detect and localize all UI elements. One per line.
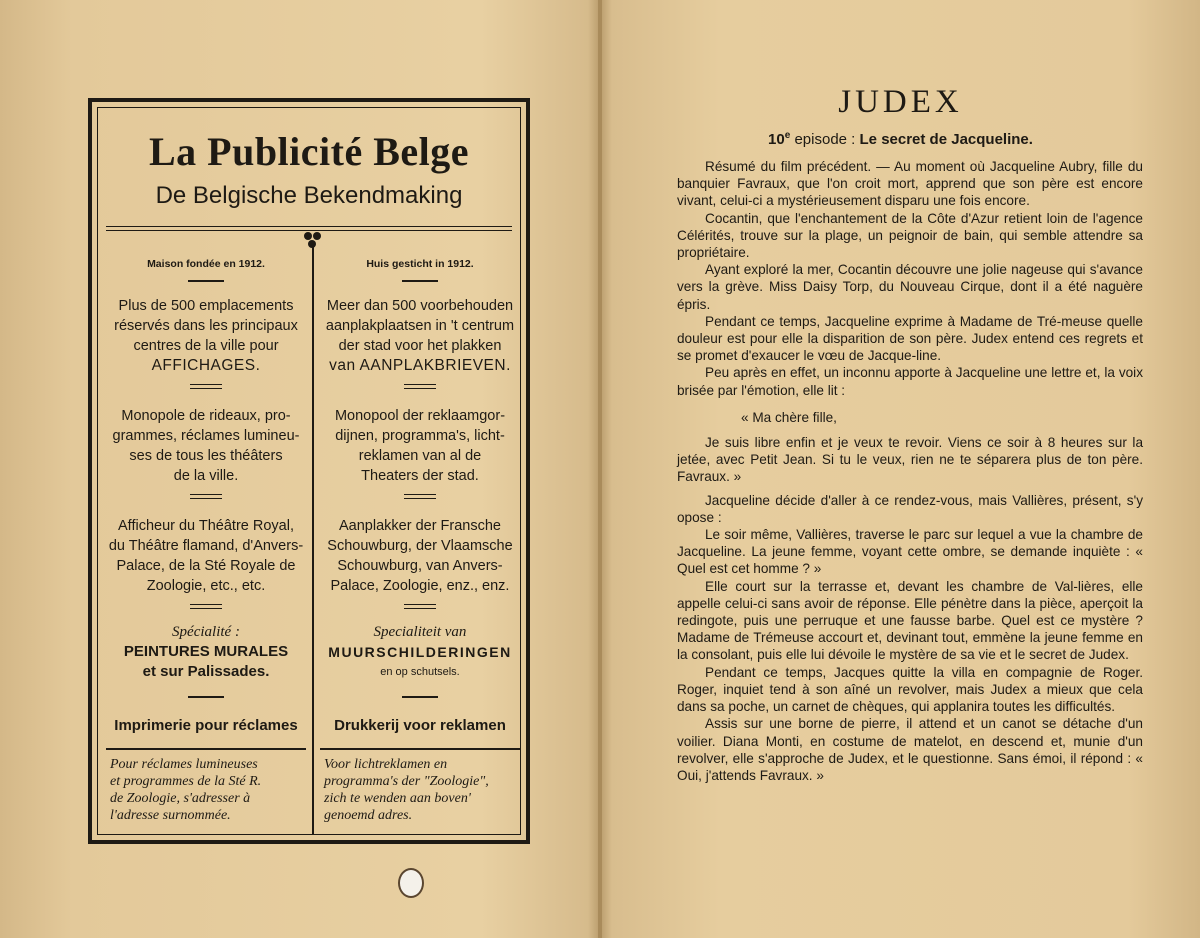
text-line: Palace, de la Sté Royale de bbox=[116, 558, 296, 574]
double-rule bbox=[190, 384, 222, 389]
text-line: de Zoologie, s'adresser à bbox=[110, 791, 251, 806]
ad-title: La Publicité Belge bbox=[148, 129, 470, 174]
episode-heading bbox=[601, 130, 1200, 148]
specialty-label: Spécialité : bbox=[172, 624, 240, 640]
paragraph: Résumé du film précédent. — Au moment où Jacqueline Aubry, fille du banquier Favraux, que l'on croit mort, apprend que son père est encore vivant, celui-ci a mystérieusement disparu une fois encore. bbox=[677, 159, 1143, 209]
text-line: van AANPLAKBRIEVEN. bbox=[329, 357, 511, 374]
short-rule bbox=[106, 748, 306, 750]
text-line: Theaters der stad. bbox=[361, 468, 479, 484]
paragraph: Assis sur une borne de pierre, il attend et un canot se détache d'un voilier. Diana Monti, en costume de matelot, en descend et, munie d'un revolver, elle s'approche de Judex, et le questionne. Sans émoi, il répond : « Oui, j'attends Favraux. » bbox=[677, 716, 1143, 783]
text-line: Schouwburg, der Vlaamsche bbox=[327, 538, 513, 554]
short-rule bbox=[188, 696, 224, 698]
double-rule bbox=[404, 494, 436, 499]
text-line: Zoologie, etc., etc. bbox=[146, 578, 266, 594]
paragraph: Pendant ce temps, Jacques quitte la villa en compagnie de Roger. Roger, inquiet tend à son aîné un revolver, mais Judex a mieux que cela dans sa poche, un carnet de chèques, qui applanira toutes les difficultés. bbox=[677, 664, 1143, 715]
punch-hole bbox=[398, 868, 424, 898]
text-line: Meer dan 500 voorbehouden bbox=[326, 298, 514, 314]
printing-text: Imprimerie pour réclames bbox=[114, 717, 298, 734]
paragraph: Le soir même, Vallières, traverse le parc sur lequel a vue la chambre de Jacqueline. La jeune femme, voyant cette ombre, se demande inquiète : « Quel est cet homme ? » bbox=[677, 527, 1143, 577]
text-line: reklamen van al de bbox=[358, 448, 482, 464]
double-rule bbox=[190, 604, 222, 609]
double-rule bbox=[404, 604, 436, 609]
episode-suffix: e bbox=[784, 130, 791, 141]
founded-text: Huis gesticht in 1912. bbox=[366, 258, 474, 270]
text-line: et sur Palissades. bbox=[142, 663, 270, 680]
advertisement-box bbox=[88, 98, 530, 844]
text-line: centres de la ville pour bbox=[133, 338, 279, 354]
text-line: PEINTURES MURALES bbox=[123, 643, 289, 660]
paragraph: Jacqueline décide d'aller à ce rendez-vous, mais Vallières, présent, s'y opose : bbox=[677, 492, 1143, 525]
short-rule bbox=[402, 696, 438, 698]
episode-label: episode : bbox=[790, 131, 860, 148]
text-line: AFFICHAGES. bbox=[151, 357, 261, 374]
specialty-value bbox=[106, 642, 306, 682]
text-line: dijnen, programma's, licht- bbox=[335, 428, 505, 444]
text-line: aanplakplaatsen in 't centrum bbox=[325, 318, 515, 334]
short-rule bbox=[320, 748, 520, 750]
monopool-text bbox=[320, 406, 520, 486]
text-line: réservés dans les principaux bbox=[114, 318, 298, 334]
paragraph: Pendant ce temps, Jacqueline exprime à Madame de Tré-meuse quelle douleur est pour elle la disparition de son père. Judex entend ces regrets et se promet d'exaucer le vœu de Jacque-line. bbox=[677, 313, 1143, 364]
text-line: Voor lichtreklamen en bbox=[324, 757, 448, 772]
double-rule bbox=[404, 384, 436, 389]
paragraph: Ayant exploré la mer, Cocantin découvre une jolie nageuse qui s'avance vers la grève. Miss Daisy Torp, du Nouveau Cirque, dont il a été naguère épris. bbox=[677, 262, 1143, 312]
short-rule bbox=[402, 280, 438, 282]
aanplak-text bbox=[320, 296, 520, 376]
paragraph: Cocantin, que l'enchantement de la Côte d'Azur retient loin de l'agence Célérités, trouve sur la plage, un peignoir de bain, qui semble attendre sa propriétaire. bbox=[677, 210, 1143, 261]
text-line: et programmes de la Sté R. bbox=[110, 774, 262, 789]
letter-body: Je suis libre enfin et je veux te revoir. Viens ce soir à 8 heures sur la jetée, avec Petit Jean. Si tu le veux, rien ne te séparera plus de ton père. Favraux. » bbox=[677, 435, 1143, 485]
episode-title: Le secret de Jacqueline. bbox=[859, 131, 1033, 148]
paragraph: Peu après en effet, un inconnu apporte à Jacqueline une lettre et, la voix brisée par l'émotion, elle lit : bbox=[677, 365, 1143, 398]
specialty-label: Specialiteit van bbox=[373, 624, 467, 640]
text-line: genoemd adres. bbox=[324, 808, 413, 823]
text-line: l'adresse surnommée. bbox=[110, 808, 231, 823]
aanplakker-text bbox=[320, 516, 520, 596]
founded-text: Maison fondée en 1912. bbox=[147, 258, 265, 270]
story-text bbox=[677, 158, 1143, 784]
specialty-value bbox=[320, 642, 520, 682]
text-line: Plus de 500 emplacements bbox=[118, 298, 294, 314]
text-line: Schouwburg, van Anvers- bbox=[337, 558, 503, 574]
contact-note bbox=[110, 756, 302, 824]
left-page bbox=[0, 0, 599, 938]
story-title: JUDEX bbox=[838, 84, 963, 120]
text-line: de la ville. bbox=[173, 468, 239, 484]
text-line: ses de tous les théâters bbox=[129, 448, 283, 464]
text-line: zich te wenden aan boven' bbox=[324, 791, 471, 806]
letter-salutation: « Ma chère fille, bbox=[741, 409, 837, 425]
text-line: Monopool der reklaamgor- bbox=[334, 408, 506, 424]
text-line: Pour réclames lumineuses bbox=[110, 757, 258, 772]
double-rule bbox=[190, 494, 222, 499]
contact-note bbox=[324, 756, 516, 824]
ad-subtitle: De Belgische Bekendmaking bbox=[155, 182, 463, 209]
text-line: Palace, Zoologie, enz., enz. bbox=[330, 578, 510, 594]
right-page bbox=[601, 0, 1200, 938]
paragraph: Elle court sur la terrasse et, devant les chambre de Val-lières, elle appelle celui-ci sans avoir de réponse. Elle pénètre dans la pièce, aperçoit la redingote, puis une perruque et une fausse barbe. Quel est ce mystère ? Madame de Trémeuse accourt et, devinant tout, emmène la jeune femme en la consolant, puis elle lui dévoile le mystère de sa vie et le secret de Judex. bbox=[677, 578, 1143, 663]
text-line: MUURSCHILDERINGEN bbox=[328, 644, 512, 660]
printing-text: Drukkerij voor reklamen bbox=[334, 717, 506, 734]
text-line: du Théâtre flamand, d'Anvers- bbox=[108, 538, 304, 554]
advertisement-inner-frame bbox=[97, 107, 521, 835]
text-line: grammes, réclames lumineu- bbox=[112, 428, 300, 444]
afficheur-text bbox=[106, 516, 306, 596]
text-line: Aanplakker der Fransche bbox=[339, 518, 501, 534]
text-line: programma's der "Zoologie", bbox=[324, 774, 489, 789]
text-line: Monopole de rideaux, pro- bbox=[121, 408, 291, 424]
episode-number: 10 bbox=[768, 131, 785, 148]
column-divider bbox=[312, 244, 314, 834]
short-rule bbox=[188, 280, 224, 282]
text-line: Afficheur du Théâtre Royal, bbox=[118, 518, 294, 534]
text-line: en op schutsels. bbox=[380, 666, 460, 678]
emplacements-text bbox=[106, 296, 306, 376]
text-line: der stad voor het plakken bbox=[338, 338, 502, 354]
monopole-text bbox=[106, 406, 306, 486]
